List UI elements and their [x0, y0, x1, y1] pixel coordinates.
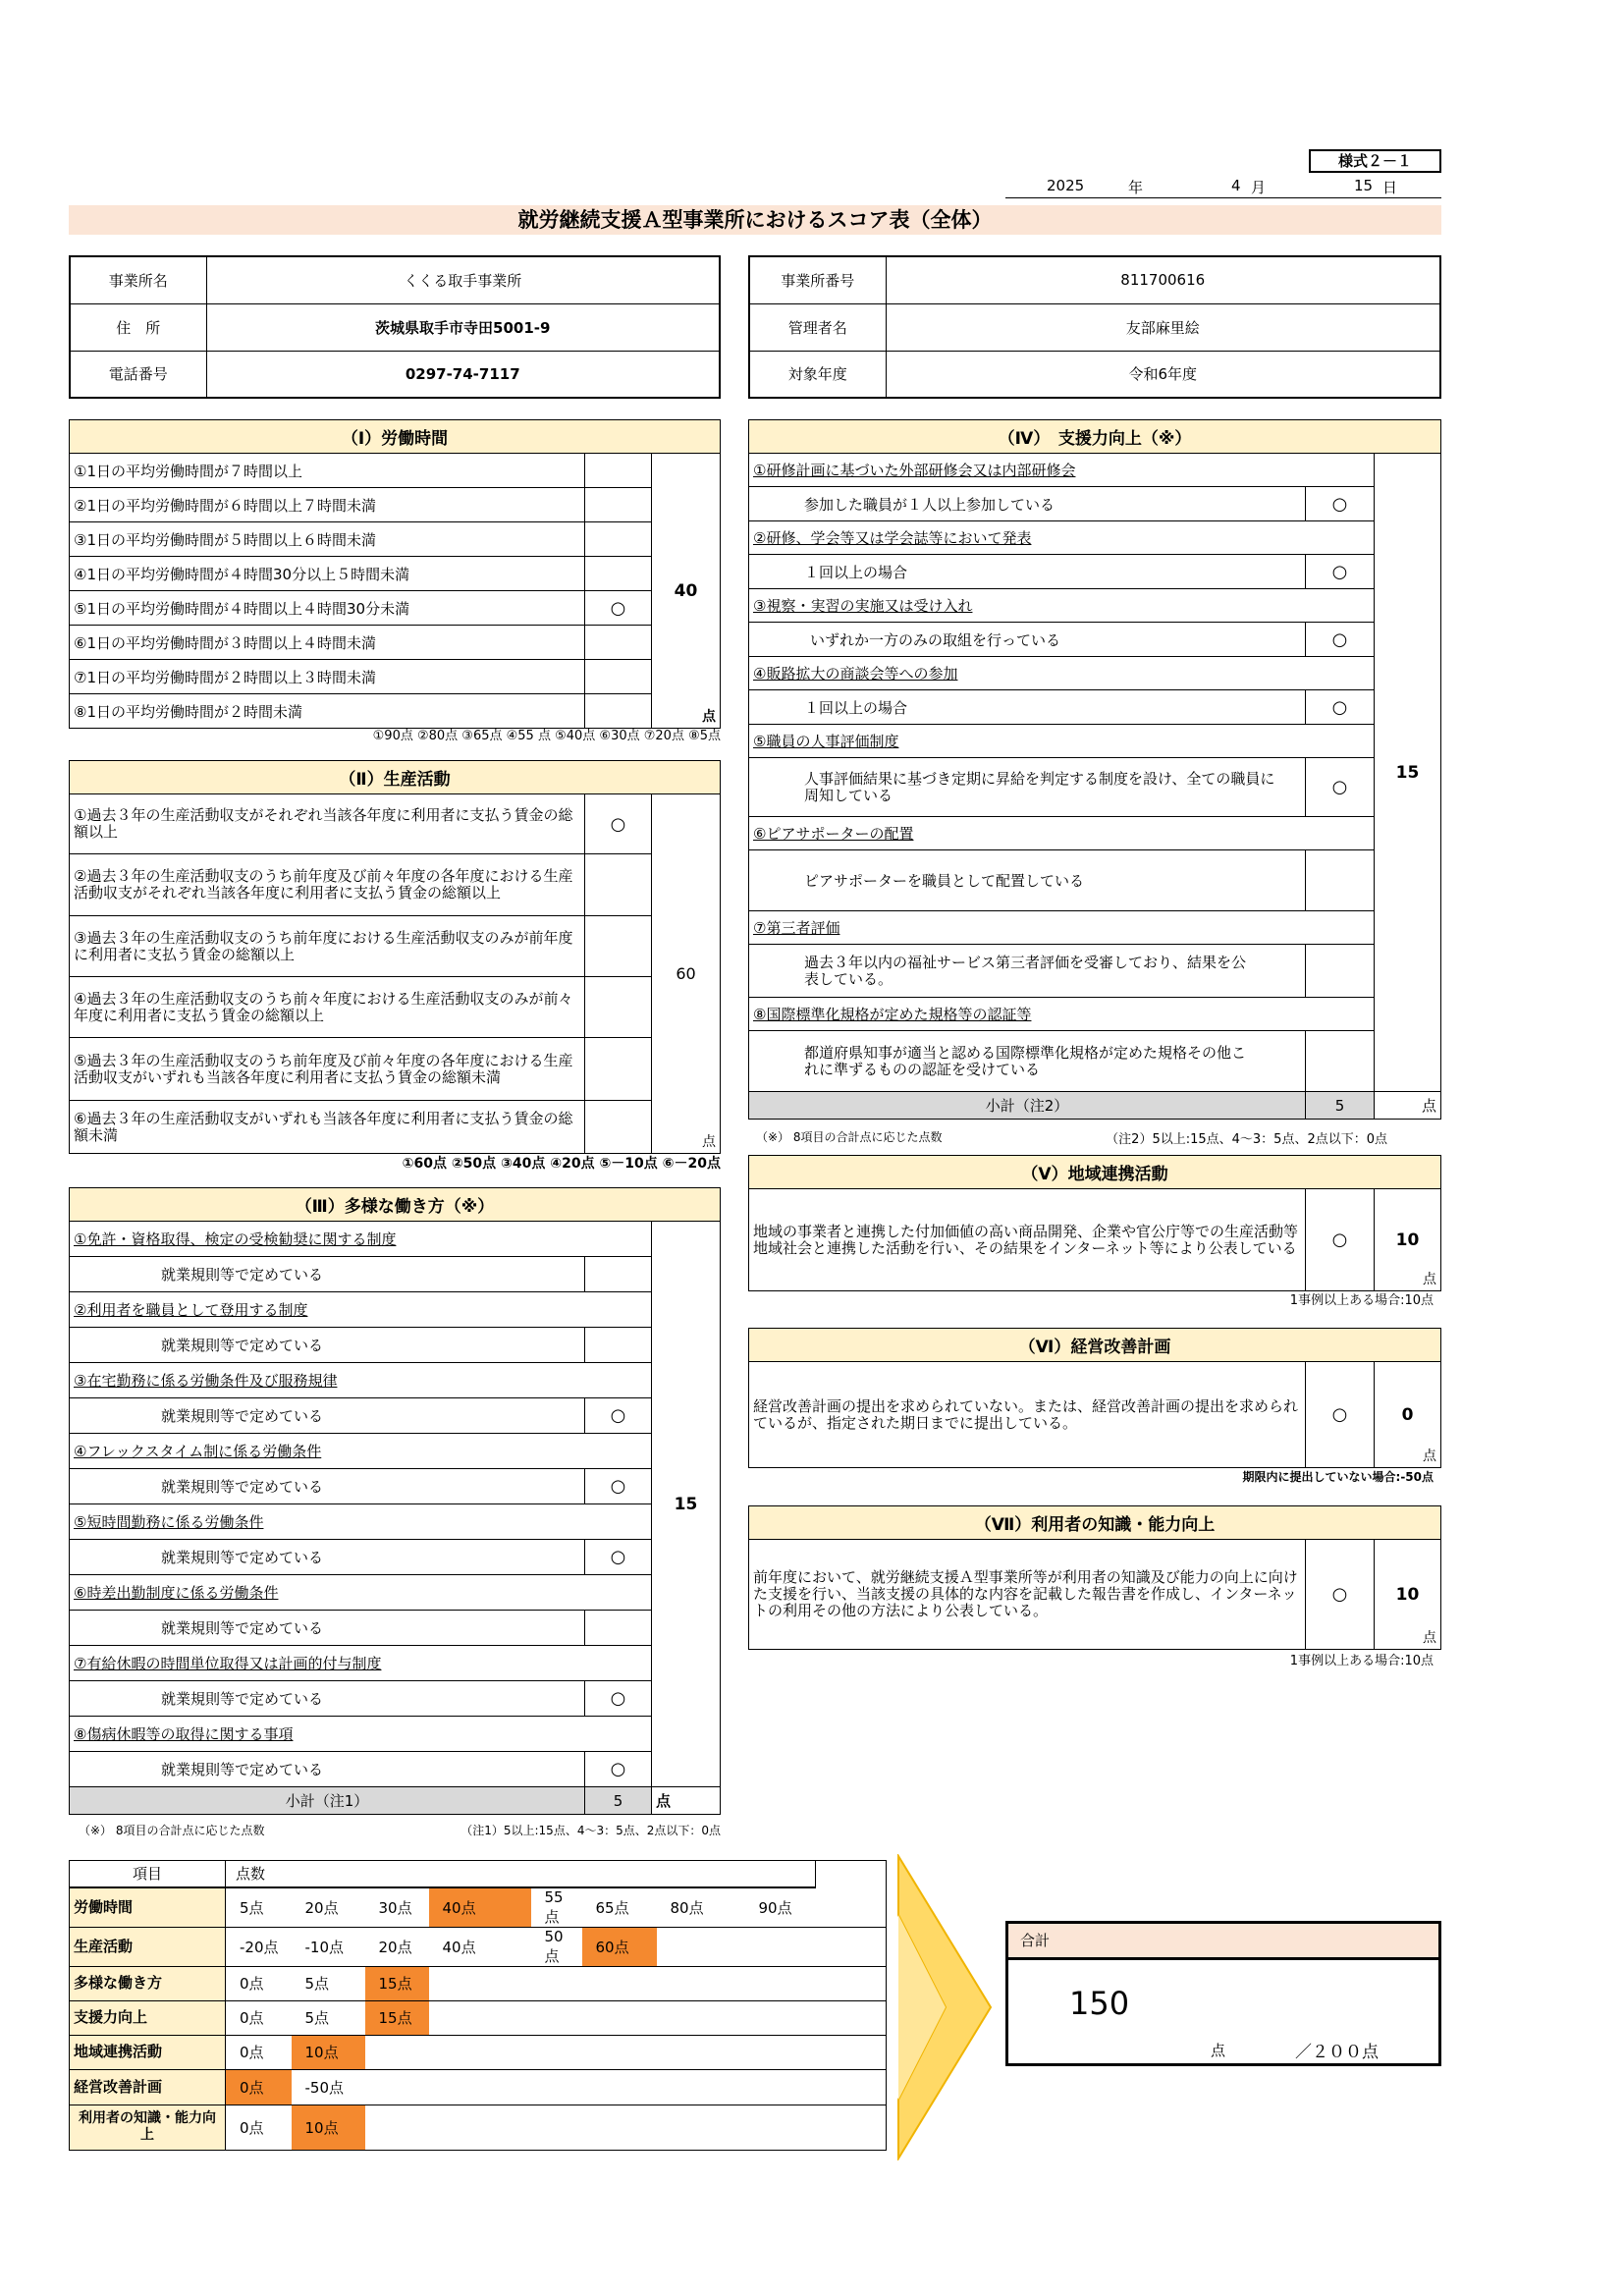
section-header: （Ⅵ）経営改善計画: [749, 1329, 1441, 1362]
summary-cell: 80点: [670, 1898, 704, 1917]
score-cell: [652, 454, 721, 729]
summary-cell: 0点: [240, 1975, 264, 1993]
summary-cell: -20点: [240, 1938, 279, 1956]
item-sub: 参加した職員が１人以上参加している: [749, 487, 1306, 521]
summary-cell: [531, 2000, 582, 2035]
item-sub: 都道府県知事が適当と認める国際標準化規格が定めた規格その他これに準ずるものの認証を受けている: [749, 1031, 1306, 1092]
row-label: ⑥過去３年の生産活動収支がいずれも当該各年度に利用者に支払う賃金の総額未満: [70, 1101, 585, 1154]
summary-cell: [365, 2069, 429, 2105]
summary-cell: [745, 1966, 816, 2000]
date-month: 4: [1231, 177, 1241, 194]
row-label: ②1日の平均労働時間が６時間以上７時間未満: [70, 488, 585, 522]
date-day: 15: [1354, 177, 1374, 194]
subtotal-label: 小計（注2）: [749, 1092, 1306, 1120]
check-mark: [585, 557, 652, 591]
item-sub: 就業規則等で定めている: [70, 1611, 585, 1646]
address-label: 住 所: [70, 303, 206, 351]
check-mark: ○: [1306, 758, 1375, 817]
summary-cell: [582, 2069, 657, 2105]
check-mark: [585, 916, 652, 977]
score-unit: 点: [1423, 1630, 1436, 1646]
item-title: ⑥ピアサポーターの配置: [749, 817, 1375, 850]
summary-cell: [429, 2000, 531, 2035]
labor-footnote: ①90点 ②80点 ③65点 ④55 点 ⑤40点 ⑥30点 ⑦20点 ⑧5点: [372, 729, 721, 743]
score-value: 10: [1395, 1230, 1420, 1250]
summary-cell: 5点: [304, 2009, 330, 2027]
score-cell: [652, 1222, 721, 1787]
check-mark: [585, 1101, 652, 1154]
subtotal-value: 5: [585, 1787, 652, 1815]
subtotal-unit: 点: [652, 1787, 721, 1815]
summary-cell: [657, 1927, 745, 1966]
check-mark: [585, 1328, 652, 1363]
check-mark: [585, 854, 652, 916]
score-value: 0: [1401, 1404, 1414, 1425]
item-sub: 就業規則等で定めている: [70, 1681, 585, 1717]
item-sub: １回以上の場合: [749, 555, 1306, 589]
section-header: （Ⅰ）労働時間: [70, 420, 721, 454]
support-note-right: （注2）5以上:15点、4～3：5点、2点以下：0点: [1106, 1132, 1387, 1147]
row-label: ⑤過去３年の生産活動収支のうち前年度及び前々年度の各年度における生産活動収支がいずれも当該各年度に利用者に支払う賃金の総額未満: [70, 1038, 585, 1101]
summary-cell: 55点: [544, 1887, 564, 1926]
subtotal-label: 小計（注1）: [70, 1787, 585, 1815]
office-no: 811700616: [886, 256, 1440, 303]
summary-cell: -10点: [304, 1938, 344, 1956]
summary-cell: [657, 2000, 745, 2035]
manager-label: 管理者名: [749, 303, 886, 351]
address: 茨城県取手市寺田5001-9: [206, 303, 720, 351]
summary-cell: [429, 1966, 531, 2000]
summary-row-name: 利用者の知識・能力向上: [70, 2105, 226, 2150]
section-header: （Ⅶ）利用者の知識・能力向上: [749, 1506, 1441, 1540]
phone: 0297-74-7117: [206, 351, 720, 398]
check-mark: ○: [585, 794, 652, 854]
check-mark: ○: [1306, 487, 1375, 521]
fiscal-label: 対象年度: [749, 351, 886, 398]
summary-cell: 10点: [292, 2105, 365, 2150]
check-mark: ○: [585, 1469, 652, 1504]
section-regional: [748, 1155, 1441, 1291]
summary-cell: 20点: [378, 1938, 412, 1956]
section-header: （Ⅳ） 支援力向上（※）: [749, 420, 1441, 454]
section-text: 前年度において、就労継続支援Ａ型事業所等が利用者の知識及び能力の向上に向けた支援を行い、当該支援の具体的な内容を記載した報告書を作成し、インターネットの利用その他の方法により公表している。: [749, 1540, 1306, 1650]
summary-col-item: 項目: [70, 1861, 226, 1887]
support-note-left: （※） 8項目の合計点に応じた点数: [756, 1130, 943, 1144]
total-label: 合計: [1008, 1924, 1438, 1960]
total-max: ／２００点: [1295, 2043, 1379, 2062]
item-sub: 過去３年以内の福祉サービス第三者評価を受審しており、結果を公表している。: [749, 945, 1306, 998]
item-sub: 就業規則等で定めている: [70, 1398, 585, 1434]
item-title: ③在宅勤務に係る労働条件及び服務規律: [70, 1363, 652, 1398]
check-mark: [585, 488, 652, 522]
summary-cell: [365, 2035, 429, 2069]
item-title: ⑤職員の人事評価制度: [749, 725, 1375, 758]
summary-cell: 0点: [240, 2118, 264, 2137]
subtotal-value: 5: [1306, 1092, 1375, 1120]
summary-cell: 0点: [226, 2069, 292, 2105]
check-mark: ○: [1306, 690, 1375, 725]
score-unit: 点: [1423, 1272, 1436, 1287]
phone-label: 電話番号: [70, 351, 206, 398]
summary-row: [70, 1927, 887, 1966]
item-sub: 就業規則等で定めている: [70, 1752, 585, 1787]
summary-cell: [745, 2105, 816, 2150]
office-no-label: 事業所番号: [749, 256, 886, 303]
score-value: 15: [674, 1494, 698, 1514]
check-mark: [1306, 1031, 1375, 1092]
check-mark: [585, 977, 652, 1038]
item-title: ①研修計画に基づいた外部研修会又は内部研修会: [749, 454, 1375, 487]
check-mark: [585, 454, 652, 488]
summary-cell: 0点: [240, 2044, 264, 2061]
info-table-right: [748, 255, 1441, 399]
item-title: ⑦有給休暇の時間単位取得又は計画的付与制度: [70, 1646, 652, 1681]
summary-cell: [582, 2035, 657, 2069]
summary-cell: 10点: [292, 2035, 365, 2069]
summary-cell: [531, 2035, 582, 2069]
info-table-left: [69, 255, 721, 399]
item-title: ④販路拡大の商談会等への参加: [749, 657, 1375, 690]
score-value: 10: [1395, 1584, 1420, 1605]
item-title: ⑦第三者評価: [749, 911, 1375, 945]
summary-cell: [531, 2069, 582, 2105]
row-label: ①過去３年の生産活動収支がそれぞれ当該各年度に利用者に支払う賃金の総額以上: [70, 794, 585, 854]
summary-table: [69, 1860, 887, 2151]
summary-cell: [582, 2000, 657, 2035]
check-mark: [585, 522, 652, 557]
summary-cell: [657, 2069, 745, 2105]
item-sub: ピアサポーターを職員として配置している: [749, 850, 1306, 911]
management-note: 期限内に提出していない場合:-50点: [1242, 1470, 1434, 1484]
item-sub: 人事評価結果に基づき定期に昇給を判定する制度を設け、全ての職員に周知している: [749, 758, 1306, 817]
item-title: ⑧傷病休暇等の取得に関する事項: [70, 1717, 652, 1752]
check-mark: [585, 1038, 652, 1101]
score-value: 60: [676, 964, 696, 983]
check-mark: [1306, 945, 1375, 998]
summary-cell: [745, 2069, 816, 2105]
summary-cell: -50点: [304, 2078, 344, 2097]
check-mark: ○: [585, 591, 652, 626]
row-label: ①1日の平均労働時間が７時間以上: [70, 454, 585, 488]
arrow-icon: [896, 1854, 995, 2160]
check-mark: ○: [585, 1398, 652, 1434]
section-header: （Ⅴ）地域連携活動: [749, 1156, 1441, 1189]
check-mark: [585, 694, 652, 729]
item-title: ⑧国際標準化規格が定めた規格等の認証等: [749, 998, 1375, 1031]
check-mark: ○: [1306, 623, 1375, 657]
score-cell: [1375, 1189, 1441, 1291]
summary-cell: [429, 2035, 531, 2069]
summary-cell: [531, 1966, 582, 2000]
score-cell: [652, 794, 721, 1154]
row-label: ⑦1日の平均労働時間が２時間以上３時間未満: [70, 660, 585, 694]
office-name: くくる取手事業所: [206, 256, 720, 303]
section-management: [748, 1328, 1441, 1468]
item-sub: 就業規則等で定めている: [70, 1540, 585, 1575]
summary-row-name: 支援力向上: [70, 2000, 226, 2035]
summary-row: [70, 2000, 887, 2035]
summary-cell: [429, 2105, 531, 2150]
date-year: 2025: [1047, 177, 1085, 194]
row-label: ⑥1日の平均労働時間が３時間以上４時間未満: [70, 626, 585, 660]
check-mark: ○: [1306, 1540, 1375, 1650]
summary-cell: 30点: [378, 1898, 412, 1917]
item-sub: 就業規則等で定めている: [70, 1257, 585, 1292]
section-user-ability: [748, 1505, 1441, 1650]
check-mark: ○: [1306, 555, 1375, 589]
date-year-unit: 年: [1128, 179, 1144, 196]
summary-col-points: 点数: [226, 1861, 816, 1887]
summary-cell: [582, 2105, 657, 2150]
summary-row-name: 労働時間: [70, 1887, 226, 1928]
summary-cell: 15点: [365, 1966, 429, 2000]
office-name-label: 事業所名: [70, 256, 206, 303]
score-cell: [1375, 454, 1441, 1092]
section-header: （Ⅱ）生産活動: [70, 761, 721, 794]
row-label: ⑧1日の平均労働時間が２時間未満: [70, 694, 585, 729]
check-mark: [1306, 850, 1375, 911]
form-label: 様式２－１: [1309, 149, 1441, 173]
section-labor-hours: [69, 419, 721, 729]
item-title: ⑥時差出勤制度に係る労働条件: [70, 1575, 652, 1611]
summary-row: [70, 2035, 887, 2069]
section-text: 経営改善計画の提出を求められていない。または、経営改善計画の提出を求められているが、指定された期日までに提出している。: [749, 1362, 1306, 1468]
summary-cell: [657, 2105, 745, 2150]
summary-cell: 50点: [544, 1927, 564, 1965]
summary-cell: 65点: [595, 1898, 629, 1917]
section-header: （Ⅲ）多様な働き方（※）: [70, 1188, 721, 1222]
summary-cell: 20点: [304, 1898, 339, 1917]
summary-cell: 40点: [429, 1887, 531, 1928]
summary-row: [70, 1966, 887, 2000]
score-unit: 点: [702, 709, 716, 725]
row-label: ④1日の平均労働時間が４時間30分以上５時間未満: [70, 557, 585, 591]
summary-cell: [745, 1927, 816, 1966]
item-sub: いずれか一方のみの取組を行っている: [749, 623, 1306, 657]
total-box: [1005, 1921, 1441, 2066]
production-footnote: ①60点 ②50点 ③40点 ④20点 ⑤－10点 ⑥－20点: [402, 1156, 721, 1172]
summary-cell: [582, 1966, 657, 2000]
date-line: [1005, 177, 1441, 198]
summary-cell: 5点: [304, 1975, 330, 1993]
date-month-unit: 月: [1251, 179, 1267, 196]
summary-row-name: 多様な働き方: [70, 1966, 226, 2000]
summary-cell: 40点: [442, 1938, 476, 1956]
summary-cell: [429, 2069, 531, 2105]
check-mark: [585, 626, 652, 660]
section-support-ability: [748, 419, 1441, 1120]
summary-row-name: 地域連携活動: [70, 2035, 226, 2069]
row-label: ⑤1日の平均労働時間が４時間以上４時間30分未満: [70, 591, 585, 626]
section-production: [69, 760, 721, 1154]
fiscal: 令和6年度: [886, 351, 1440, 398]
summary-cell: 15点: [365, 2000, 429, 2035]
row-label: ③1日の平均労働時間が５時間以上６時間未満: [70, 522, 585, 557]
total-value: 150: [1069, 1985, 1130, 2022]
summary-cell: 5点: [240, 1898, 264, 1917]
manager: 友部麻里絵: [886, 303, 1440, 351]
summary-row: [70, 2069, 887, 2105]
page-title: 就労継続支援Ａ型事業所におけるスコア表（全体）: [69, 205, 1441, 235]
score-value: 15: [1395, 762, 1420, 783]
check-mark: ○: [585, 1540, 652, 1575]
score-value: 40: [674, 580, 698, 601]
user-ability-note: 1事例以上ある場合:10点: [1289, 1654, 1434, 1668]
diverse-note-right: （注1）5以上:15点、4～3：5点、2点以下：0点: [460, 1824, 721, 1837]
diverse-note-left: （※） 8項目の合計点に応じた点数: [79, 1824, 265, 1837]
summary-row-name: 生産活動: [70, 1927, 226, 1966]
check-mark: [585, 1611, 652, 1646]
total-unit: 点: [1211, 2042, 1226, 2059]
check-mark: ○: [1306, 1189, 1375, 1291]
summary-cell: [365, 2105, 429, 2150]
subtotal-unit: 点: [1375, 1092, 1441, 1120]
check-mark: ○: [585, 1752, 652, 1787]
row-label: ④過去３年の生産活動収支のうち前々年度における生産活動収支のみが前々年度に利用者に支払う賃金の総額以上: [70, 977, 585, 1038]
item-title: ②利用者を職員として登用する制度: [70, 1292, 652, 1328]
score-unit: 点: [1423, 1449, 1436, 1464]
summary-cell: 0点: [240, 2009, 264, 2027]
item-title: ①免許・資格取得、検定の受検勧奨に関する制度: [70, 1222, 652, 1257]
item-title: ⑤短時間勤務に係る労働条件: [70, 1504, 652, 1540]
regional-note: 1事例以上ある場合:10点: [1289, 1293, 1434, 1308]
check-mark: ○: [1306, 1362, 1375, 1468]
check-mark: [585, 1257, 652, 1292]
summary-row: [70, 2105, 887, 2150]
row-label: ③過去３年の生産活動収支のうち前年度における生産活動収支のみが前年度に利用者に支払う賃金の総額以上: [70, 916, 585, 977]
score-unit: 点: [702, 1134, 716, 1150]
summary-cell: 90点: [758, 1898, 792, 1917]
item-sub: 就業規則等で定めている: [70, 1469, 585, 1504]
score-cell: [1375, 1540, 1441, 1650]
summary-row-name: 経営改善計画: [70, 2069, 226, 2105]
date-day-unit: 日: [1382, 179, 1398, 196]
section-diverse-work: [69, 1187, 721, 1815]
summary-cell: 60点: [582, 1927, 657, 1966]
item-sub: １回以上の場合: [749, 690, 1306, 725]
summary-row: [70, 1887, 887, 1928]
score-cell: [1375, 1362, 1441, 1468]
summary-cell: [657, 2035, 745, 2069]
summary-cell: [531, 2105, 582, 2150]
item-title: ③視察・実習の実施又は受け入れ: [749, 589, 1375, 623]
summary-cell: [745, 2000, 816, 2035]
item-title: ④フレックスタイム制に係る労働条件: [70, 1434, 652, 1469]
check-mark: ○: [585, 1681, 652, 1717]
item-title: ②研修、学会等又は学会誌等において発表: [749, 521, 1375, 555]
summary-cell: [657, 1966, 745, 2000]
section-text: 地域の事業者と連携した付加価値の高い商品開発、企業や官公庁等での生産活動等地域社会と連携した活動を行い、その結果をインターネット等により公表している: [749, 1189, 1306, 1291]
item-sub: 就業規則等で定めている: [70, 1328, 585, 1363]
row-label: ②過去３年の生産活動収支のうち前年度及び前々年度の各年度における生産活動収支がそれぞれ当該各年度に利用者に支払う賃金の総額以上: [70, 854, 585, 916]
summary-cell: [745, 2035, 816, 2069]
check-mark: [585, 660, 652, 694]
